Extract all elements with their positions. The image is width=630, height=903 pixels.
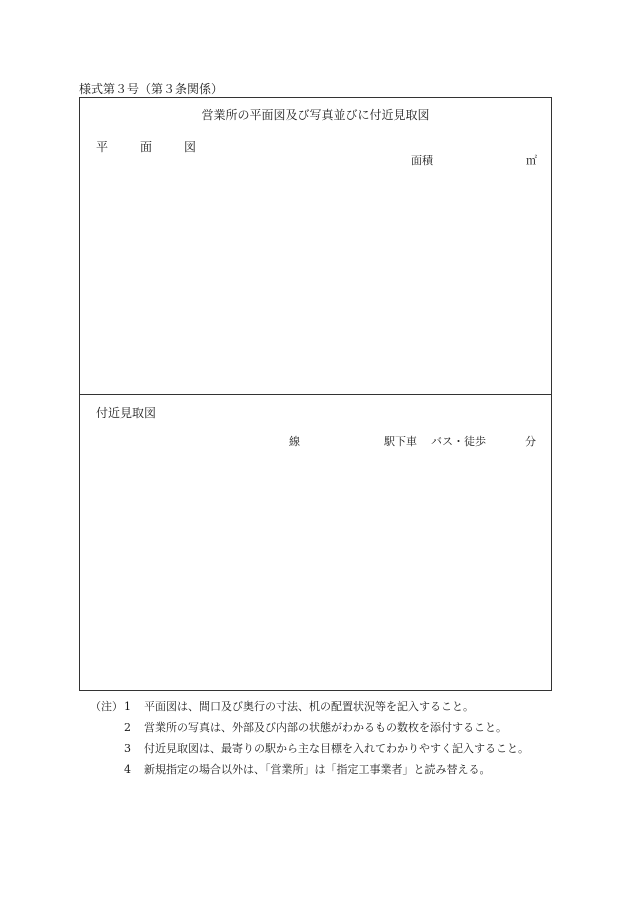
section-divider (80, 394, 551, 395)
minutes-unit: 分 (525, 435, 536, 448)
note-item (90, 696, 529, 717)
note-item (90, 738, 529, 759)
station-unit: 駅下車 (384, 435, 417, 448)
transport-mode: バス・徒歩 (431, 435, 486, 448)
note-number: 3 (124, 742, 131, 755)
form-number: 様式第３号（第３条関係） (79, 82, 224, 96)
form-frame (79, 97, 552, 691)
vicinity-map-label: 付近見取図 (96, 406, 157, 420)
note-number: 2 (124, 721, 131, 734)
document-title: 営業所の平面図及び写真並びに付近見取図 (201, 108, 430, 122)
note-text: 付近見取図は、最寄りの駅から主な目標を入れてわかりやすく記入すること。 (144, 742, 529, 755)
note-text: 平面図は、間口及び奥行の寸法、机の配置状況等を記入すること。 (144, 700, 474, 713)
note-text: 新規指定の場合以外は、「営業所」は「指定工事業者」と読み替える。 (144, 763, 491, 776)
note-text: 営業所の写真は、外部及び内部の状態がわかるもの数枚を添付すること。 (144, 721, 507, 734)
notes-heading: （注） (90, 700, 123, 713)
area-unit: ㎡ (526, 154, 537, 167)
note-number: 1 (124, 700, 131, 713)
area-label: 面積 (411, 154, 433, 167)
note-number: 4 (124, 763, 131, 776)
note-item (90, 759, 529, 780)
line-unit: 線 (289, 435, 300, 448)
notes (90, 696, 529, 780)
floor-plan-label: 平 面 図 (96, 140, 207, 154)
note-item (90, 717, 529, 738)
